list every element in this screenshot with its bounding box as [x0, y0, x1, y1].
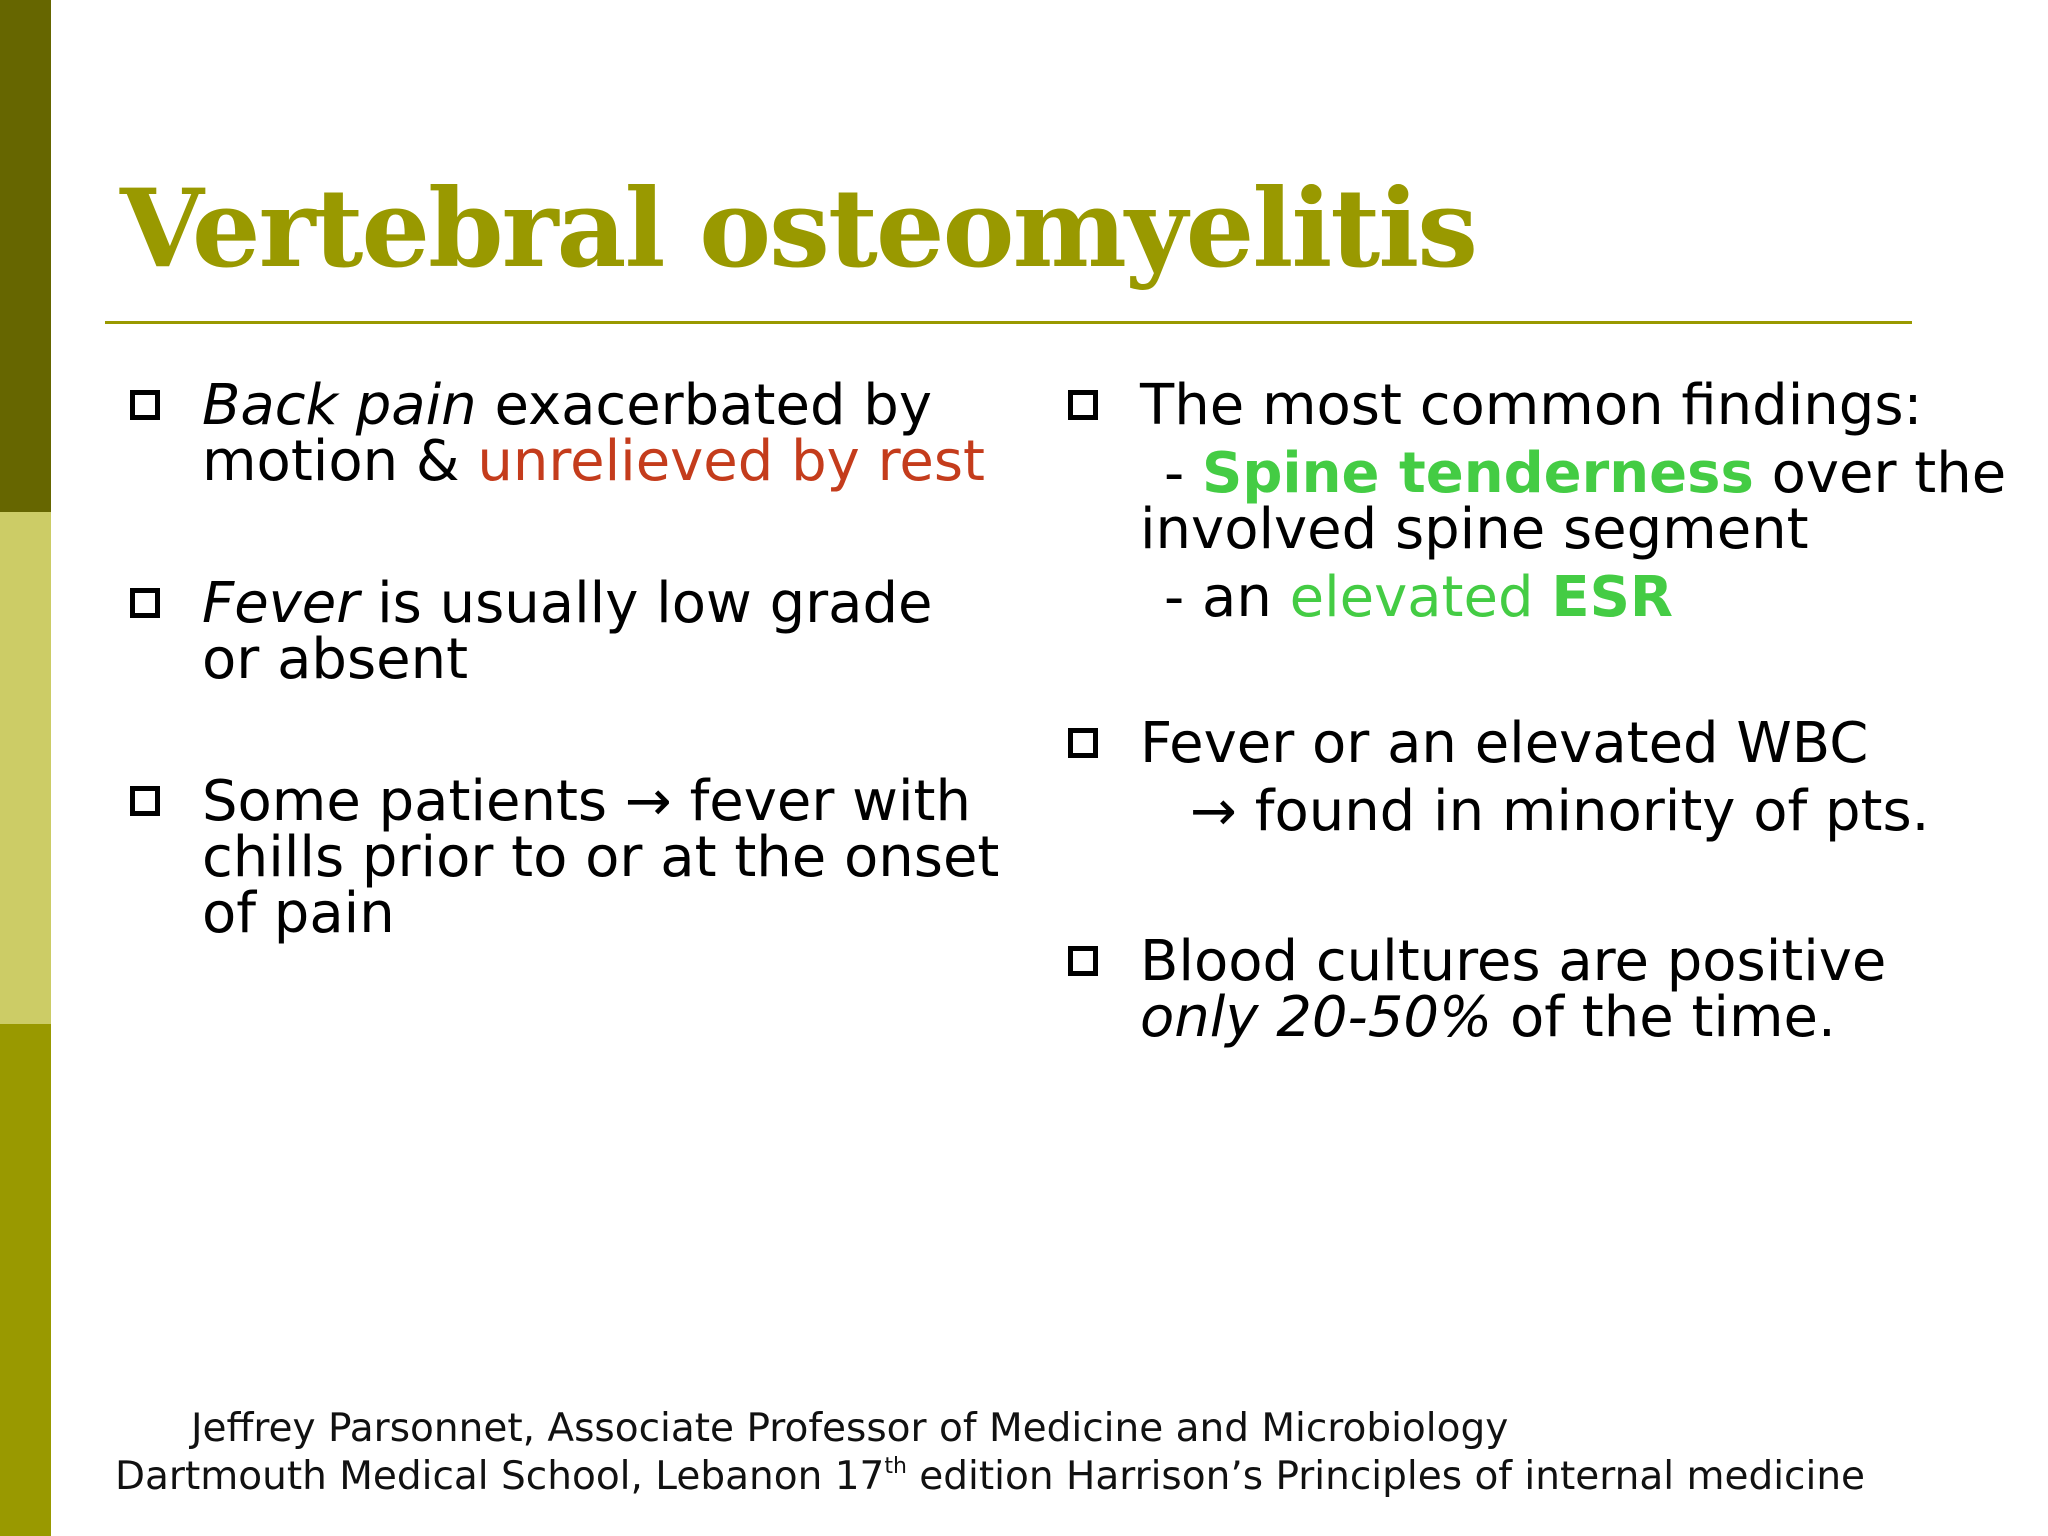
- citation-line2-end: edition Harrison’s Principles of internal medicine: [906, 1454, 1866, 1499]
- bullet-item-fever: [120, 571, 1040, 692]
- chills-line1: Some patients → fever with: [202, 769, 971, 834]
- spine-tenderness-text: Spine tenderness: [1202, 441, 1754, 506]
- right-column: [1058, 373, 2038, 1050]
- edition-superscript: th: [884, 1454, 907, 1479]
- sidebar-band-middle: [0, 512, 51, 1024]
- square-bullet-icon: [1068, 946, 1098, 976]
- square-bullet-icon: [1068, 390, 1098, 420]
- sidebar-band-top: [0, 0, 51, 512]
- esr-text: ESR: [1551, 565, 1674, 630]
- over-the-text: over the: [1753, 441, 2007, 506]
- sidebar-band-bottom: [0, 1024, 51, 1536]
- citation-line2: [115, 1453, 1865, 1501]
- fever-text: is usually low grade: [359, 571, 933, 636]
- elevated-text: elevated: [1289, 565, 1552, 630]
- square-bullet-icon: [130, 588, 160, 618]
- citation-line1: Jeffrey Parsonnet, Associate Professor of Medicine and Microbiology: [191, 1406, 1509, 1451]
- bullet-item-fever-wbc: [1058, 711, 2038, 844]
- left-column: [120, 373, 1040, 946]
- bullet-item-back-pain: [120, 373, 1040, 494]
- fever-emphasis: Fever: [202, 571, 360, 636]
- title-underline: [105, 321, 1912, 324]
- square-bullet-icon: [130, 390, 160, 420]
- of-the-time-text: of the time.: [1492, 985, 1836, 1050]
- square-bullet-icon: [1068, 728, 1098, 758]
- citation-footer: [115, 1405, 1865, 1501]
- only-percent-emphasis: only 20-50%: [1140, 985, 1493, 1050]
- bullet-item-chills: [120, 769, 1040, 946]
- blood-cultures-line1: Blood cultures are positive: [1140, 929, 1887, 994]
- involved-segment-text: involved spine segment: [1140, 497, 1809, 562]
- bullet-item-common-findings: [1058, 373, 2038, 630]
- fever-text-line2: or absent: [202, 627, 469, 692]
- chills-line2: chills prior to or at the onset: [202, 825, 1000, 890]
- citation-line2-start: Dartmouth Medical School, Lebanon 17: [115, 1454, 885, 1499]
- slide-title: Vertebral osteomyelitis: [120, 166, 1477, 292]
- an-prefix: - an: [1164, 565, 1290, 630]
- chills-line3: of pain: [202, 881, 395, 946]
- bullet-item-blood-cultures: [1058, 929, 2038, 1050]
- common-findings-heading: The most common findings:: [1140, 373, 1923, 438]
- unrelieved-by-rest-text: unrelieved by rest: [477, 429, 985, 494]
- fever-wbc-line1: Fever or an elevated WBC: [1140, 711, 1869, 776]
- motion-text: motion &: [202, 429, 478, 494]
- back-pain-text: exacerbated by: [476, 373, 932, 438]
- back-pain-emphasis: Back pain: [202, 373, 477, 438]
- square-bullet-icon: [130, 786, 160, 816]
- fever-wbc-line2: → found in minority of pts.: [1190, 779, 1930, 844]
- dash-prefix: -: [1164, 441, 1203, 506]
